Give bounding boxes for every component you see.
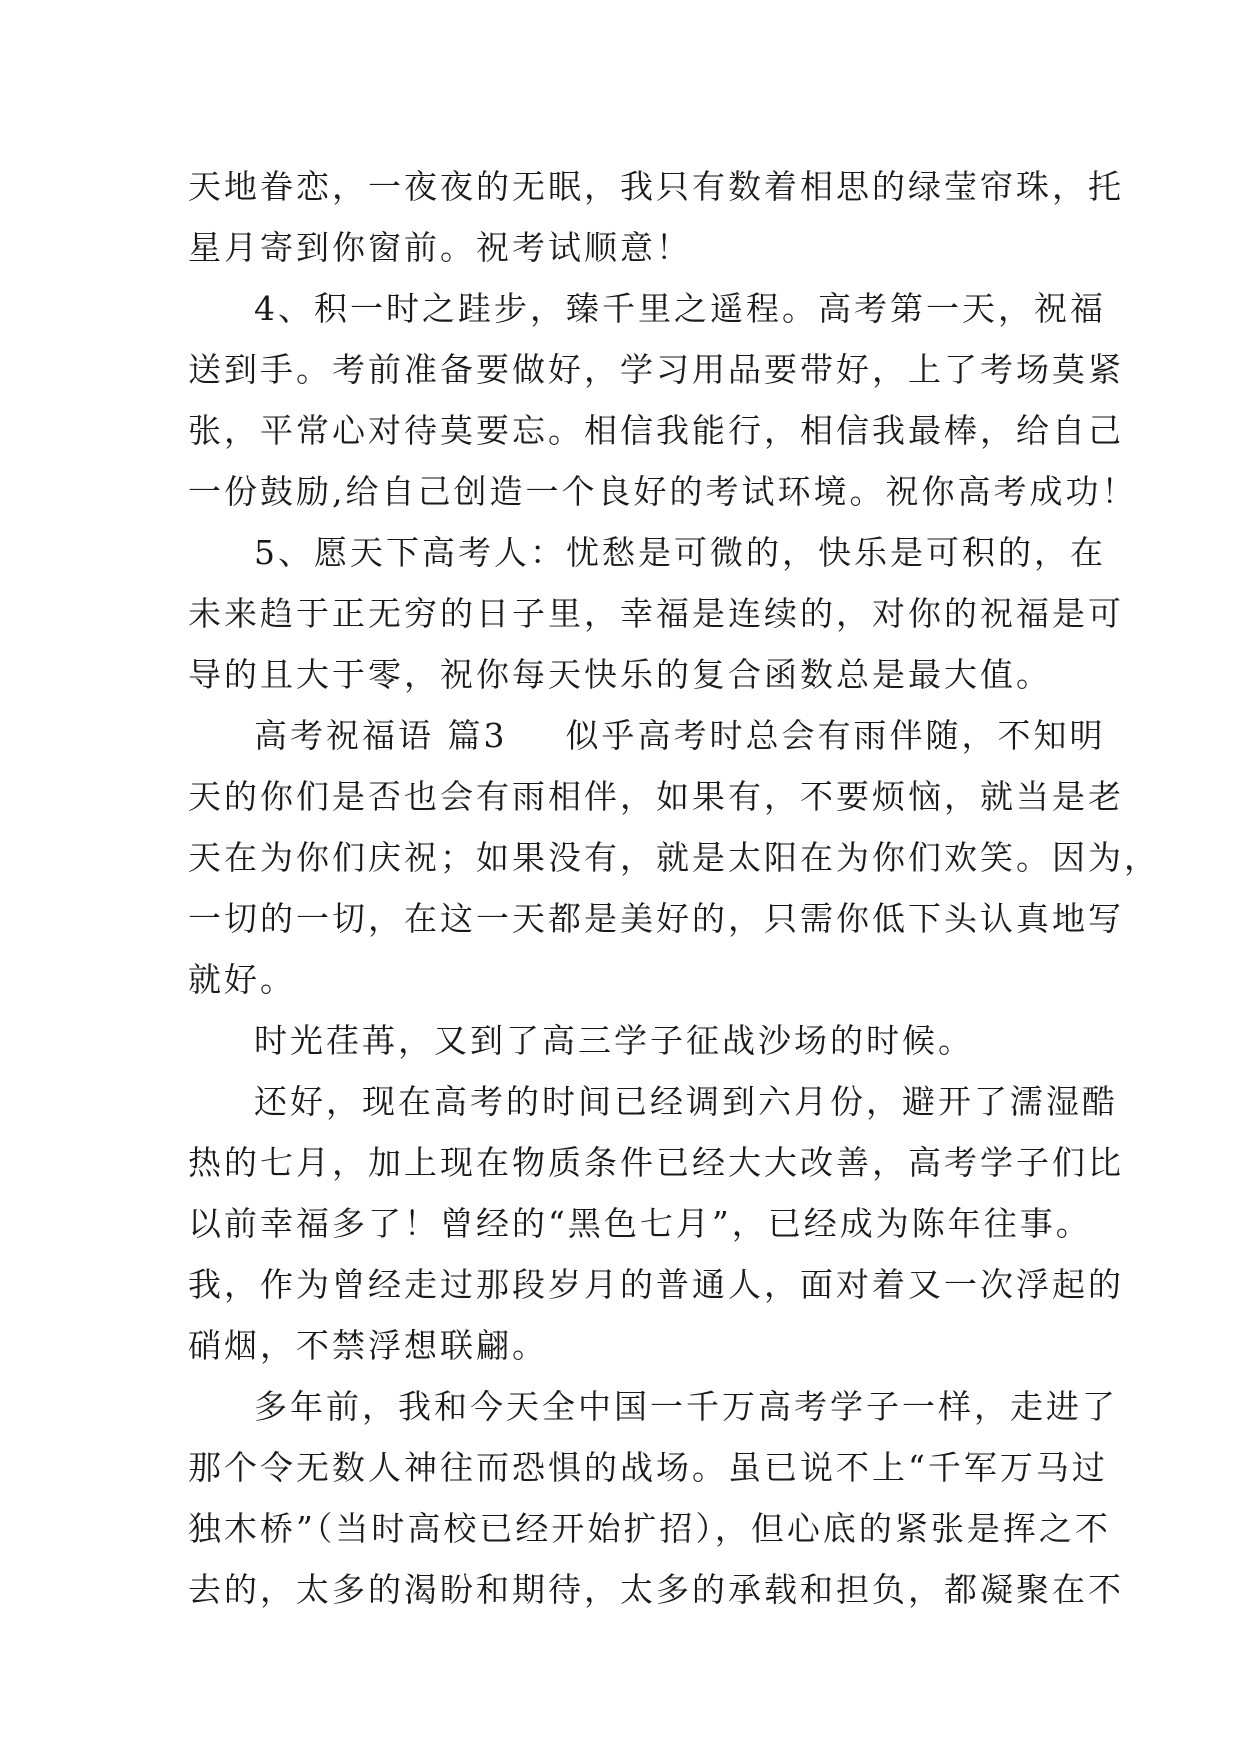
- text-line: 导的且大于零，祝你每天快乐的复合函数总是最大值。: [188, 655, 1052, 694]
- text-run: 似乎高考时总会有雨伴随，不知明: [565, 716, 1106, 755]
- text-line: 时光荏苒，又到了高三学子征战沙场的时候。: [254, 1021, 974, 1060]
- text-line: 热的七月，加上现在物质条件已经大大改善，高考学子们比: [188, 1143, 1124, 1182]
- text-line: 张，平常心对待莫要忘。相信我能行，相信我最棒，给自己: [188, 411, 1124, 450]
- text-line: 天在为你们庆祝；如果没有，就是太阳在为你们欢笑。因为，: [188, 838, 1160, 877]
- text-line: 一份鼓励,给自己创造一个良好的考试环境。祝你高考成功！: [188, 472, 1138, 511]
- text-line: 就好。: [188, 960, 296, 999]
- text-line: 5、愿天下高考人：忧愁是可微的，快乐是可积的，在: [254, 533, 1106, 572]
- text-line: 去的，太多的渴盼和期待，太多的承载和担负，都凝聚在不: [188, 1570, 1124, 1609]
- text-line: 送到手。考前准备要做好，学习用品要带好，上了考场莫紧: [188, 350, 1124, 389]
- text-line: 一切的一切，在这一天都是美好的，只需你低下头认真地写: [188, 899, 1124, 938]
- text-line: 4、积一时之跬步，臻千里之遥程。高考第一天，祝福: [254, 289, 1106, 328]
- section-heading: 高考祝福语 篇3: [254, 716, 508, 755]
- text-line: 星月寄到你窗前。祝考试顺意！: [188, 228, 692, 267]
- text-line: 天地眷恋，一夜夜的无眠，我只有数着相思的绿莹帘珠，托: [188, 167, 1124, 206]
- text-line: 多年前，我和今天全中国一千万高考学子一样，走进了: [254, 1387, 1118, 1426]
- body-text: [188, 156, 1160, 1620]
- text-line: 以前幸福多了！曾经的“黑色七月”，已经成为陈年往事。: [188, 1204, 1092, 1243]
- text-line: 天的你们是否也会有雨相伴，如果有，不要烦恼，就当是老: [188, 777, 1124, 816]
- text-line: 未来趋于正无穷的日子里，幸福是连续的，对你的祝福是可: [188, 594, 1124, 633]
- text-line: 独木桥”（当时高校已经开始扩招），但心底的紧张是挥之不: [188, 1509, 1111, 1548]
- text-line: 我，作为曾经走过那段岁月的普通人，面对着又一次浮起的: [188, 1265, 1124, 1304]
- section-heading-line: [188, 705, 1106, 766]
- text-line: 还好，现在高考的时间已经调到六月份，避开了濡湿酷: [254, 1082, 1118, 1121]
- text-line: 硝烟，不禁浮想联翩。: [188, 1326, 548, 1365]
- text-line: 那个令无数人神往而恐惧的战场。虽已说不上“千军万马过: [188, 1448, 1108, 1487]
